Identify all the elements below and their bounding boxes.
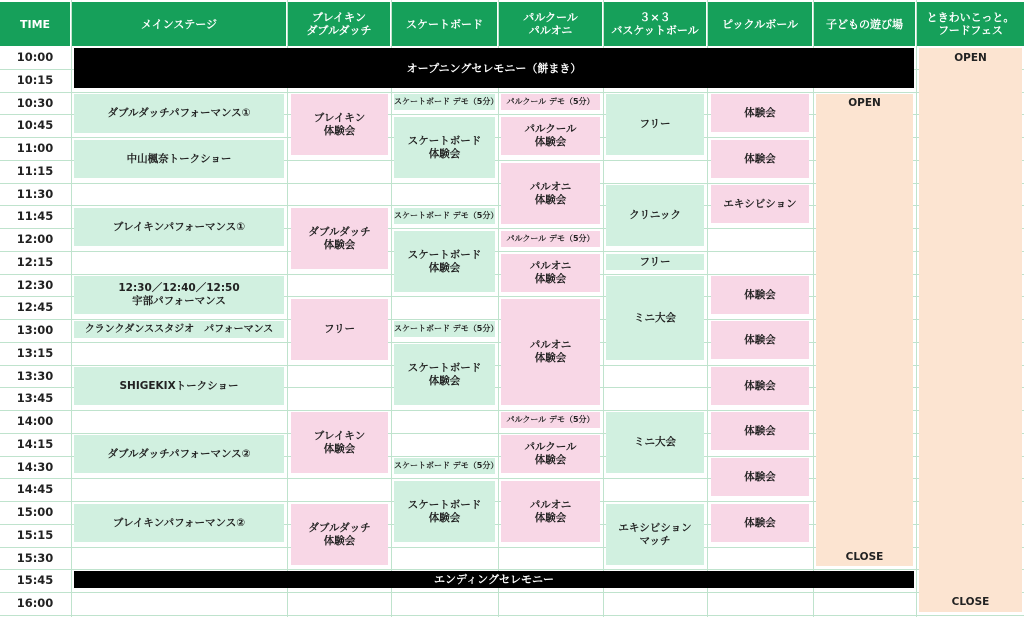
double-dutch-experience-2: ダブルダッチ 体験会 <box>291 504 388 565</box>
food-fes-block <box>919 48 1022 612</box>
double-dutch-experience-1: ダブルダッチ 体験会 <box>291 208 388 269</box>
parkour-experience: パルクール 体験会 <box>501 435 600 473</box>
paruoni-experience: パルオニ 体験会 <box>501 254 600 292</box>
grid-column-line <box>707 0 708 617</box>
bball-mini-tournament: ミニ大会 <box>606 412 704 473</box>
main-breaking-1: ブレイキンパフォーマンス① <box>74 208 284 246</box>
main-ube-performance: 12:30／12:40／12:50 宇部パフォーマンス <box>74 276 284 314</box>
grid-row-line <box>0 592 1024 593</box>
skate-demo: スケートボード デモ（5分） <box>394 321 495 337</box>
opening-ceremony: オープニングセレモニー（餅まき） <box>74 48 914 88</box>
kids-area-close: CLOSE <box>845 550 884 563</box>
grid-column-line <box>813 0 814 617</box>
time-label: 15:15 <box>16 528 54 542</box>
parkour-demo: パルクール デモ（5分） <box>501 94 600 110</box>
time-label: 12:30 <box>16 278 54 292</box>
header-skateboard: スケートボード <box>392 2 497 46</box>
time-label: 13:00 <box>16 323 54 337</box>
paruoni-experience: パルオニ 体験会 <box>501 299 600 405</box>
food-fes-close: CLOSE <box>951 595 990 608</box>
pickle-experience: 体験会 <box>711 367 809 405</box>
pickle-experience: 体験会 <box>711 94 809 132</box>
time-label: 11:45 <box>16 209 54 223</box>
header-basketball: ３×３ バスケットボール <box>604 2 706 46</box>
time-label: 14:00 <box>16 414 54 428</box>
grid-column-line <box>287 0 288 617</box>
grid-column-line <box>603 0 604 617</box>
main-nakayama-talk: 中山楓奈トークショー <box>74 140 284 178</box>
bball-free: フリー <box>606 254 704 270</box>
time-label: 15:00 <box>16 505 54 519</box>
skate-demo: スケートボード デモ（5分） <box>394 208 495 224</box>
time-label: 11:30 <box>16 187 54 201</box>
grid-column-line <box>498 0 499 617</box>
bball-free: フリー <box>606 94 704 155</box>
food-fes-open: OPEN <box>954 52 987 64</box>
ending-ceremony: エンディングセレモニー <box>74 571 914 588</box>
time-label: 10:30 <box>16 96 54 110</box>
main-breaking-2: ブレイキンパフォーマンス② <box>74 504 284 542</box>
pickle-experience: 体験会 <box>711 412 809 450</box>
pickle-experience: 体験会 <box>711 321 809 359</box>
skate-experience: スケートボード 体験会 <box>394 481 495 542</box>
kids-area-open: OPEN <box>848 97 881 109</box>
header-main-stage: メインステージ <box>72 2 286 46</box>
pickle-experience: 体験会 <box>711 276 809 314</box>
header-parkour: パルクール パルオニ <box>499 2 602 46</box>
time-label: 15:30 <box>16 551 54 565</box>
skate-experience: スケートボード 体験会 <box>394 344 495 405</box>
parkour-demo: パルクール デモ（5分） <box>501 231 600 247</box>
time-label: 13:15 <box>16 346 54 360</box>
kids-area-block <box>816 94 913 566</box>
parkour-demo: パルクール デモ（5分） <box>501 412 600 428</box>
main-crank-dance: クランクダンススタジオ パフォーマンス <box>74 321 284 338</box>
header-food-fes: ときわいこっと。 フードフェス <box>917 2 1024 46</box>
skate-demo: スケートボード デモ（5分） <box>394 458 495 474</box>
grid-row-line <box>0 615 1024 616</box>
bball-clinic: クリニック <box>606 185 704 246</box>
grid-column-line <box>391 0 392 617</box>
grid-column-line <box>71 0 72 617</box>
skate-experience: スケートボード 体験会 <box>394 117 495 178</box>
grid-row-line <box>0 569 1024 570</box>
time-label: 10:45 <box>16 118 54 132</box>
time-label: 11:15 <box>16 164 54 178</box>
time-label: 16:00 <box>16 596 54 610</box>
grid-column-line <box>916 0 917 617</box>
header-time: TIME <box>0 2 70 46</box>
main-double-dutch-2: ダブルダッチパフォーマンス② <box>74 435 284 473</box>
time-label: 12:15 <box>16 255 54 269</box>
skate-experience: スケートボード 体験会 <box>394 231 495 292</box>
breaking-experience-2: ブレイキン 体験会 <box>291 412 388 473</box>
breaking-experience-1: ブレイキン 体験会 <box>291 94 388 155</box>
paruoni-experience: パルオニ 体験会 <box>501 163 600 224</box>
time-label: 14:45 <box>16 482 54 496</box>
time-label: 14:15 <box>16 437 54 451</box>
time-label: 12:45 <box>16 300 54 314</box>
time-label: 13:30 <box>16 369 54 383</box>
pickle-experience: 体験会 <box>711 504 809 542</box>
paruoni-experience: パルオニ 体験会 <box>501 481 600 542</box>
header-breaking: ブレイキン ダブルダッチ <box>288 2 390 46</box>
pickle-experience: 体験会 <box>711 458 809 496</box>
skate-demo: スケートボード デモ（5分） <box>394 94 495 110</box>
header-pickleball: ピックルボール <box>708 2 812 46</box>
grid-row-line <box>0 92 1024 93</box>
time-label: 13:45 <box>16 391 54 405</box>
parkour-experience: パルクール 体験会 <box>501 117 600 155</box>
time-label: 15:45 <box>16 573 54 587</box>
bball-mini-tournament: ミニ大会 <box>606 276 704 360</box>
time-label: 11:00 <box>16 141 54 155</box>
breaking-free: フリー <box>291 299 388 360</box>
pickle-exhibition: エキシビション <box>711 185 809 223</box>
header-kids-area: 子どもの遊び場 <box>814 2 915 46</box>
pickle-experience: 体験会 <box>711 140 809 178</box>
main-double-dutch-1: ダブルダッチパフォーマンス① <box>74 94 284 133</box>
bball-exhibition-match: エキシビション マッチ <box>606 504 704 565</box>
time-label: 10:00 <box>16 50 54 64</box>
time-label: 10:15 <box>16 73 54 87</box>
main-shigekix-talk: SHIGEKIXトークショー <box>74 367 284 405</box>
time-label: 12:00 <box>16 232 54 246</box>
time-label: 14:30 <box>16 460 54 474</box>
